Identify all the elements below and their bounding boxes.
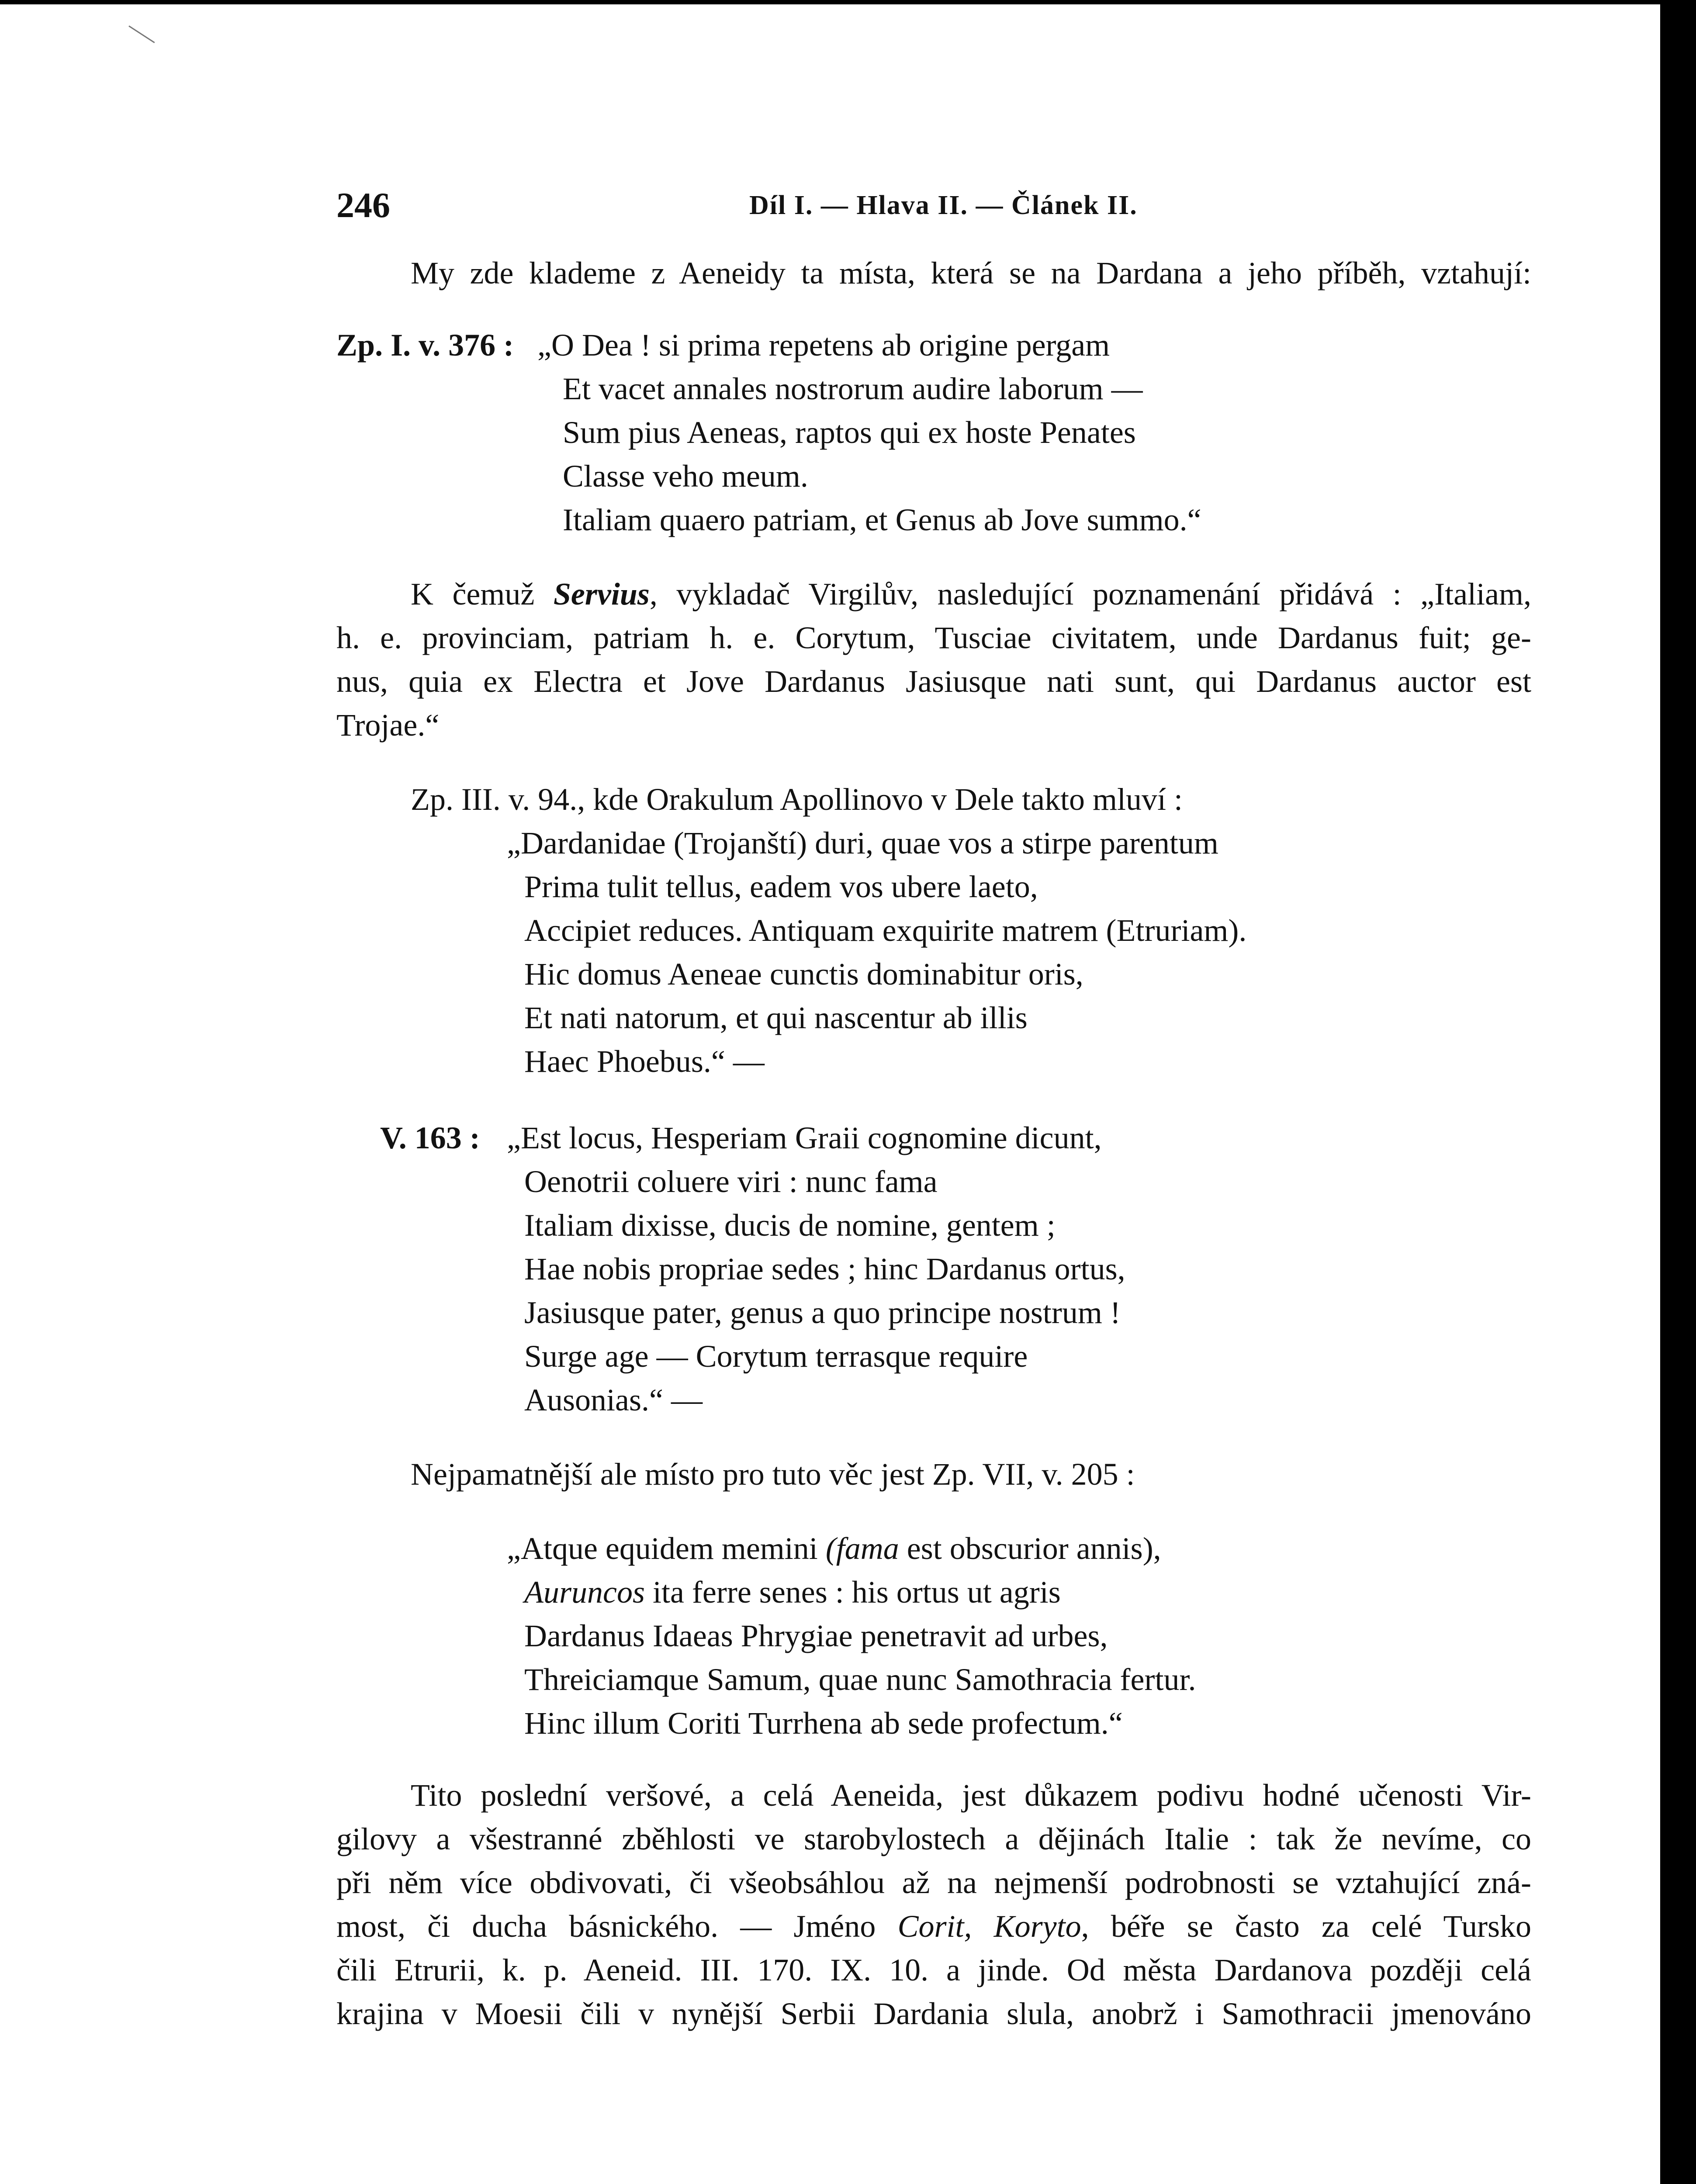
quote2-line: Haec Phoebus.“ — [524, 1044, 765, 1079]
scan-corner-mark [128, 25, 155, 43]
quote2-line: Hic domus Aeneae cunctis dominabitur oris, [524, 957, 1083, 992]
quote4-intro: Nejpamatnější ale místo pro tuto věc jest Zp. VII, v. 205 : [411, 1457, 1135, 1492]
quote4-line: Dardanus Idaeas Phrygiae penetravit ad urbes, [524, 1618, 1108, 1653]
quote1-line: Classe veho meum. [563, 459, 808, 494]
quote4-line: Threiciamque Samum, quae nunc Samothracia fertur. [524, 1662, 1196, 1697]
quote2-line: Accipiet reduces. Antiquam exquirite matrem (Etruriam). [524, 913, 1247, 948]
quote2-line: Et nati natorum, et qui nascentur ab illis [524, 1000, 1028, 1035]
running-head: Díl I. — Hlava II. — Článek II. [749, 190, 1138, 220]
closing-line: při něm více obdivovati, či všeobsáhlou až na nejmenší podrobnosti se vztahující zná- [336, 1865, 1531, 1900]
quote1-line: „O Dea ! si prima repetens ab origine pergam [537, 328, 1110, 363]
quote3-reference: V. 163 : [380, 1120, 480, 1155]
quote3-line: Oenotrii coluere viri : nunc fama [524, 1164, 938, 1199]
quote3-line: „Est locus, Hesperiam Graii cognomine dicunt, [507, 1120, 1102, 1155]
quote1-reference: Zp. I. v. 376 : [336, 328, 514, 363]
scan-border-top [0, 0, 1696, 4]
quote2-line: Prima tulit tellus, eadem vos ubere laeto, [524, 869, 1038, 904]
quote4-line: „Atque equidem memini (fama est obscurior annis), [507, 1531, 1161, 1566]
servius-line: h. e. provinciam, patriam h. e. Corytum, Tusciae civitatem, unde Dardanus fuit; ge- [336, 620, 1531, 655]
quote1-line: Italiam quaero patriam, et Genus ab Jove summo.“ [563, 502, 1201, 537]
quote3-line: Italiam dixisse, ducis de nomine, gentem ; [524, 1208, 1056, 1243]
closing-line: gilovy a všestranné zběhlosti ve starobylostech a dějinách Italie : tak že nevíme, co [336, 1821, 1531, 1856]
servius-line: nus, quia ex Electra et Jove Dardanus Jasiusque nati sunt, qui Dardanus auctor est [336, 664, 1531, 699]
closing-line: čili Etrurii, k. p. Aeneid. III. 170. IX. 10. a jinde. Od města Dardanova později celá [336, 1952, 1531, 1987]
servius-name: Servius [553, 577, 650, 612]
quote3-line: Surge age — Corytum terrasque require [524, 1339, 1028, 1374]
quote1-line: Sum pius Aeneas, raptos qui ex hoste Penates [563, 415, 1136, 450]
servius-line: Trojae.“ [336, 708, 440, 743]
closing-line: krajina v Moesii čili v nynější Serbii Dardania slula, anobrž i Samothracii jmenováno [336, 1996, 1531, 2031]
quote4-line: Auruncos ita ferre senes : his ortus ut agris [524, 1575, 1061, 1610]
quote3-line: Ausonias.“ — [524, 1382, 703, 1417]
quote1-line: Et vacet annales nostrorum audire laborum — [563, 371, 1143, 406]
quote2-intro: Zp. III. v. 94., kde Orakulum Apollinovo v Dele takto mluví : [411, 782, 1183, 817]
servius-line: K čemuž Servius, vykladač Virgilův, nasledující poznamenání přidává : „Italiam, [411, 577, 1532, 612]
page-number: 246 [336, 185, 390, 225]
closing-line: most, či ducha básnického. — Jméno Corit, Koryto, béře se často za celé Tursko [336, 1909, 1531, 1944]
quote3-line: Hae nobis propriae sedes ; hinc Dardanus ortus, [524, 1251, 1125, 1286]
quote3-line: Jasiusque pater, genus a quo principe nostrum ! [524, 1295, 1121, 1330]
closing-line: Tito poslední veršové, a celá Aeneida, jest důkazem podivu hodné učenosti Vir- [411, 1778, 1531, 1813]
scan-border-right [1660, 0, 1696, 2184]
intro-paragraph: My zde klademe z Aeneidy ta místa, která se na Dardana a jeho příběh, vztahují: [411, 256, 1531, 290]
quote4-line: Hinc illum Coriti Turrhena ab sede profectum.“ [524, 1706, 1123, 1741]
quote2-line: „Dardanidae (Trojanští) duri, quae vos a stirpe parentum [507, 826, 1218, 860]
